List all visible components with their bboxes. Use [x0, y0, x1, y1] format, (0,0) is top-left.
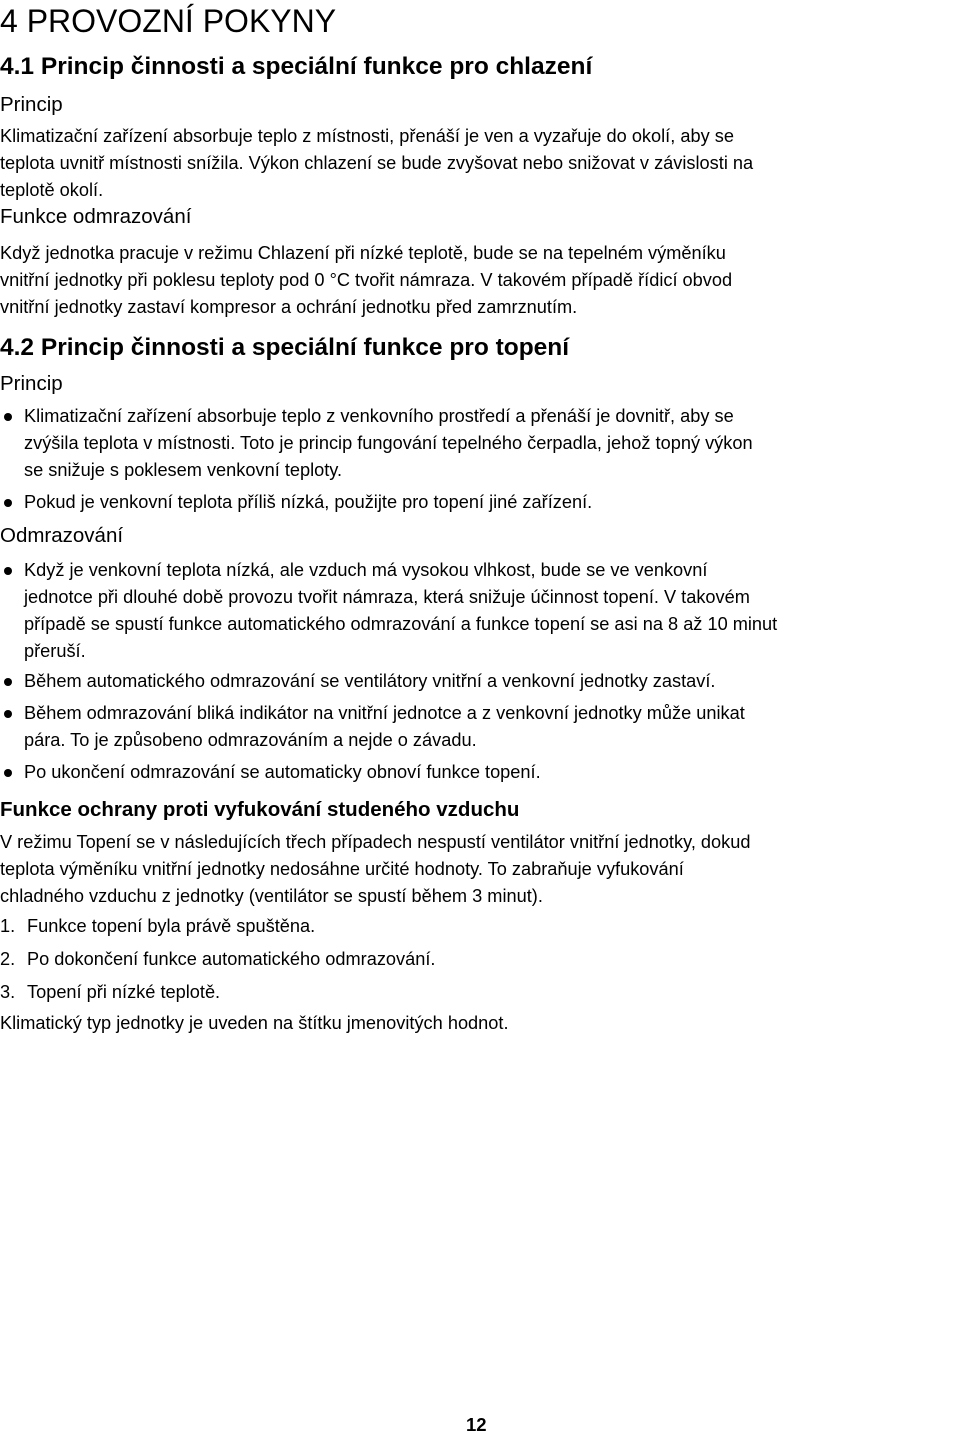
bullet-line: Po ukončení odmrazování se automaticky obnoví funkce topení. — [24, 762, 541, 782]
bullet-line: zvýšila teplota v místnosti. Toto je princip fungování tepelného čerpadla, jehož topný výkon — [24, 433, 753, 453]
case-number: 1. — [0, 916, 16, 936]
bullet-line: Klimatizační zařízení absorbuje teplo z venkovního prostředí a přenáší je dovnitř, aby se — [24, 406, 734, 426]
cold-air-protection-heading: Funkce ochrany proti vyfukování studeného vzduchu — [0, 798, 520, 821]
paragraph-line: vnitřní jednotky zastaví kompresor a ochrání jednotku před zamrznutím. — [0, 297, 578, 317]
bullet-line: Během automatického odmrazování se ventilátory vnitřní a venkovní jednotky zastaví. — [24, 671, 716, 691]
climate-type-note: Klimatický typ jednotky je uveden na štítku jmenovitých hodnot. — [0, 1013, 509, 1033]
page-number: 12 — [466, 1414, 487, 1435]
section-1-title: 4.1 Princip činnosti a speciální funkce pro chlazení — [0, 53, 593, 80]
section-1-principle-paragraph — [0, 123, 958, 204]
paragraph-line: vnitřní jednotky při poklesu teploty pod 0 °C tvořit námraza. V takovém případě řídicí obvod — [0, 270, 733, 290]
case-text: Po dokončení funkce automatického odmrazování. — [27, 949, 436, 969]
bullet-icon — [4, 710, 12, 718]
paragraph-line: Když jednotka pracuje v režimu Chlazení při nízké teplotě, bude se na tepelném výměníku — [0, 243, 726, 263]
section-1-defrost-paragraph — [0, 240, 958, 321]
bullet-icon — [4, 567, 12, 575]
bullet-icon — [4, 769, 12, 777]
case-item — [0, 946, 435, 973]
chapter-title: 4 PROVOZNÍ POKYNY — [0, 3, 337, 39]
case-number: 2. — [0, 949, 16, 969]
paragraph-line: teplota výměníku vnitřní jednotky nedosáhne určité hodnoty. To zabraňuje vyfukování — [0, 859, 684, 879]
bullet-line: Když je venkovní teplota nízká, ale vzduch má vysokou vlhkost, bude se ve venkovní — [24, 560, 708, 580]
bullet-line: Pokud je venkovní teplota příliš nízká, použijte pro topení jiné zařízení. — [24, 492, 593, 512]
bullet-line: pára. To je způsobeno odmrazováním a nejde o závadu. — [24, 730, 477, 750]
case-item — [0, 913, 315, 940]
case-item — [0, 979, 220, 1006]
paragraph-line: teplotě okolí. — [0, 180, 104, 200]
bullet-line: jednotce při dlouhé době provozu tvořit námraza, která snižuje účinnost topení. V takovém — [24, 587, 750, 607]
bullet-line: Během odmrazování bliká indikátor na vnitřní jednotce a z venkovní jednotky může unikat — [24, 703, 745, 723]
paragraph-line: chladného vzduchu z jednotky (ventilátor se spustí během 3 minut). — [0, 886, 543, 906]
bullet-icon — [4, 413, 12, 421]
paragraph-line: V režimu Topení se v následujících třech případech nespustí ventilátor vnitřní jednotky, dokud — [0, 832, 751, 852]
section-2-defrost-heading: Odmrazování — [0, 524, 124, 547]
section-2-title: 4.2 Princip činnosti a speciální funkce pro topení — [0, 334, 570, 361]
section-2-principle-heading: Princip — [0, 372, 63, 395]
case-text: Topení při nízké teplotě. — [27, 982, 221, 1002]
bullet-icon — [4, 499, 12, 507]
paragraph-line: Klimatizační zařízení absorbuje teplo z místnosti, přenáší je ven a vyzařuje do okolí, aby se — [0, 126, 734, 146]
bullet-line: se snižuje s poklesem venkovní teploty. — [24, 460, 343, 480]
cold-air-protection-paragraph — [0, 829, 958, 910]
section-1-principle-heading: Princip — [0, 93, 63, 116]
bullet-icon — [4, 678, 12, 686]
case-number: 3. — [0, 982, 16, 1002]
case-text: Funkce topení byla právě spuštěna. — [27, 916, 316, 936]
bullet-line: přeruší. — [24, 641, 86, 661]
paragraph-line: teplota uvnitř místnosti snížila. Výkon chlazení se bude zvyšovat nebo snižovat v závislosti na — [0, 153, 754, 173]
bullet-line: případě se spustí funkce automatického odmrazování a funkce topení se asi na 8 až 10 minut — [24, 614, 778, 634]
section-1-defrost-heading: Funkce odmrazování — [0, 205, 192, 228]
